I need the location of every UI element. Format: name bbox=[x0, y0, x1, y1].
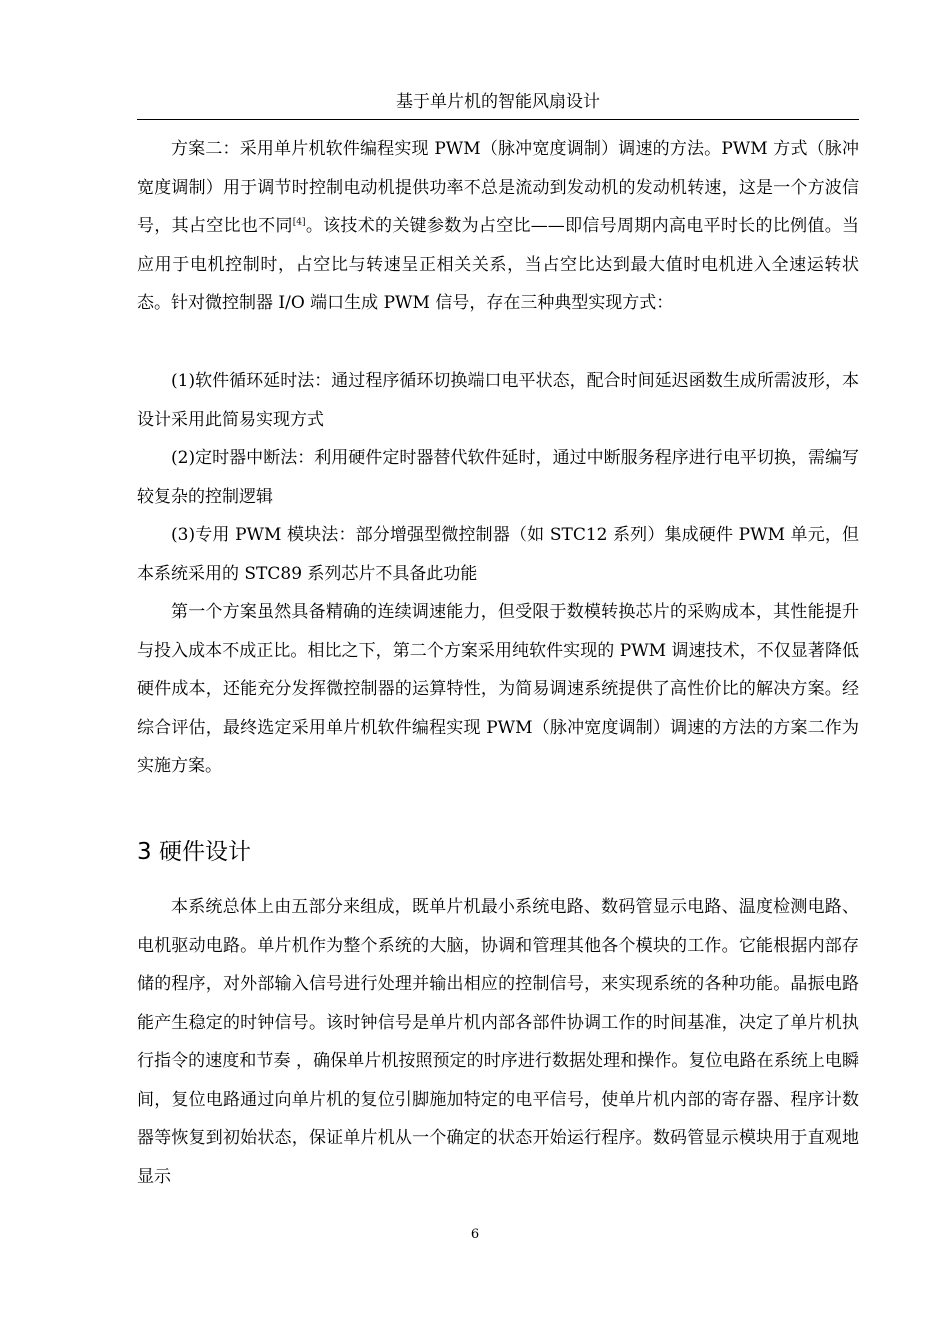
scheme-two-text bbox=[137, 130, 859, 323]
paragraph-system-overview bbox=[137, 888, 859, 1196]
system-overview-text: 本系统总体上由五部分来组成，既单片机最小系统电路、数码管显示电路、温度检测电路、电机驱动电路。单片机作为整个系统的大脑，协调和管理其他各个模块的工作。它能根据内部存储的程序，对外部输入信号进行处理并输出相应的控制信号，来实现系统的各种功能。晶振电路能产生稳定的时钟信号。该时钟信号是单片机内部各部件协调工作的时间基准，决定了单片机执行指令的速度和节奏 ，确保单片机按照预定的时序进行数据处理和操作。复位电路在系统上电瞬间，复位电路通过向单片机的复位引脚施加特定的电平信号，使单片机内部的寄存器、程序计数器等恢复到初始状态，保证单片机从一个确定的状态开始运行程序。数码管显示模块用于直观地显示 bbox=[137, 897, 859, 1187]
paragraph-comparison: 第一个方案虽然具备精确的连续调速能力，但受限于数模转换芯片的采购成本，其性能提升与投入成本不成正比。相比之下，第二个方案采用纯软件实现的 PWM 调速技术，不仅显著降低硬件成本，还能充分发挥微控制器的运算特性，为简易调速系统提供了高性价比的解决方案。经综合评估，最终选定采用单片机软件编程实现 PWM（脉冲宽度调制）调速的方法的方案二作为实施方案。 bbox=[137, 602, 859, 776]
page-number: 6 bbox=[470, 1227, 480, 1242]
section-heading-hardware-design: 3 硬件设计 bbox=[137, 839, 251, 865]
paragraph-scheme-two bbox=[137, 130, 859, 323]
running-header: 基于单片机的智能风扇设计 bbox=[396, 92, 600, 112]
methods-and-comparison bbox=[137, 362, 859, 786]
header-divider bbox=[137, 119, 859, 120]
method-item-3: (3)专用 PWM 模块法：部分增强型微控制器（如 STC12 系列）集成硬件 PWM 单元，但本系统采用的 STC89 系列芯片不具备此功能 bbox=[137, 525, 859, 584]
method-item-2: (2)定时器中断法：利用硬件定时器替代软件延时，通过中断服务程序进行电平切换，需编写较复杂的控制逻辑 bbox=[137, 448, 859, 507]
method-item-1: (1)软件循环延时法：通过程序循环切换端口电平状态，配合时间延迟函数生成所需波形，本设计采用此简易实现方式 bbox=[137, 371, 859, 430]
scheme-two-tail: 。该技术的关键参数为占空比——即信号周期内高电平时长的比例值。当应用于电机控制时，占空比与转速呈正相关关系，当占空比达到最大值时电机进入全速运转状态。针对微控制器 I/O 端口生成 PWM 信号，存在三种典型实现方式： bbox=[137, 216, 860, 313]
scheme-two-main: 方案二：采用单片机软件编程实现 PWM（脉冲宽度调制）调速的方法。PWM 方式（脉冲宽度调制）用于调节时控制电动机提供功率不总是流动到发动机的发动机转速，这是一个方波信号，其占空比也不同 bbox=[137, 139, 859, 236]
citation-ref: [4] bbox=[292, 217, 306, 228]
